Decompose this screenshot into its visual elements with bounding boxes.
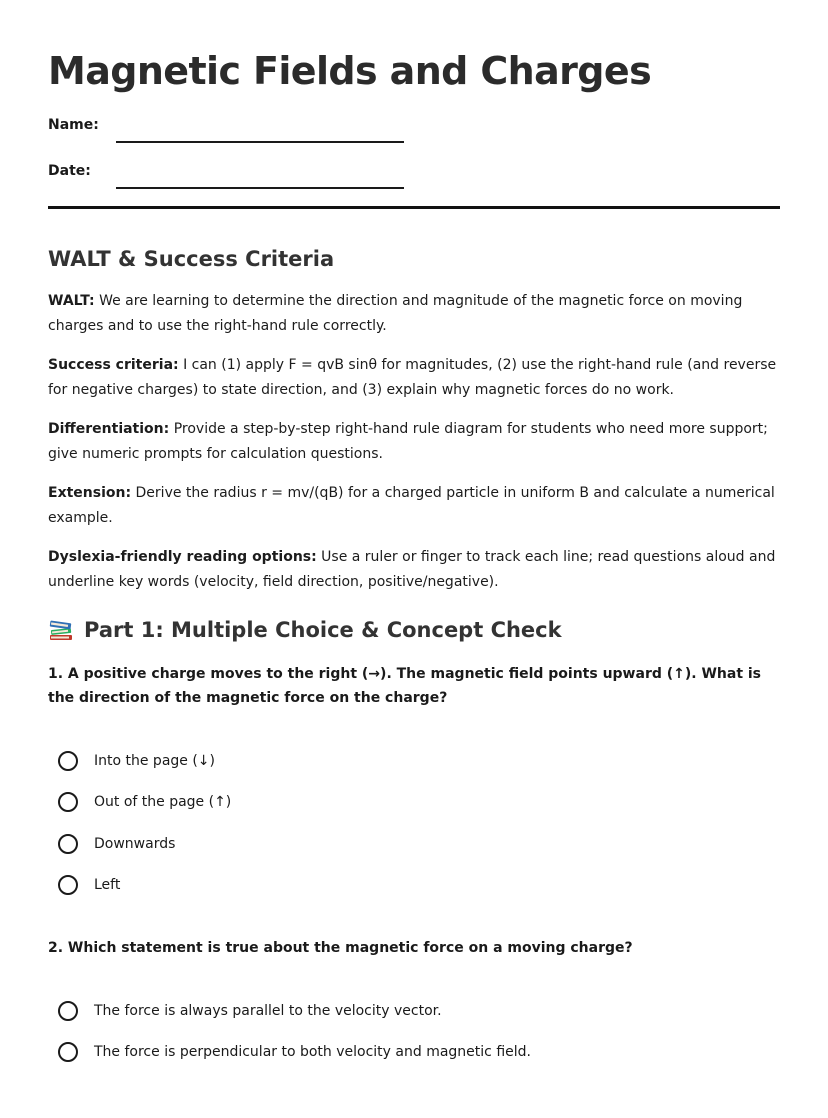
part1-heading-row: [48, 616, 780, 644]
question-1: [48, 662, 780, 906]
option-label[interactable]: Into the page (↓): [94, 752, 216, 769]
worksheet-title: Magnetic Fields and Charges: [48, 49, 652, 93]
option-label[interactable]: Left: [94, 877, 121, 894]
radio-button[interactable]: [58, 1001, 78, 1021]
q1-option-into-page[interactable]: [58, 740, 780, 782]
date-field-row: [48, 160, 780, 186]
success-criteria-label: Success criteria:: [48, 357, 179, 373]
extension-text: Derive the radius r = mv/(qB) for a charged particle in uniform B and calculate a numerical example.: [48, 485, 775, 526]
success-criteria-text: I can (1) apply F = qvB sinθ for magnitudes, (2) use the right-hand rule (and reverse for negative charges) to state direction, and (3) explain why magnetic forces do no work.: [48, 357, 777, 398]
radio-button[interactable]: [58, 751, 78, 771]
books-icon: [48, 618, 74, 642]
q1-option-downwards[interactable]: [58, 823, 780, 865]
radio-button[interactable]: [58, 875, 78, 895]
extension-label: Extension:: [48, 485, 132, 501]
question-1-options: [58, 740, 780, 906]
question-1-text: 1. A positive charge moves to the right (→). The magnetic field points upward (↑). What is the direction of the magnetic force on the charge?: [48, 666, 762, 706]
extension-paragraph: [48, 481, 780, 530]
option-label[interactable]: The force is perpendicular to both velocity and magnetic field.: [94, 1044, 531, 1061]
date-label: Date:: [48, 163, 91, 179]
walt-paragraph: [48, 289, 780, 338]
dyslexia-label: Dyslexia-friendly reading options:: [48, 549, 317, 565]
differentiation-paragraph: [48, 417, 780, 466]
name-label: Name:: [48, 117, 99, 133]
q2-option-perpendicular[interactable]: [58, 1032, 780, 1074]
q1-option-out-of-page[interactable]: [58, 782, 780, 824]
success-criteria-paragraph: [48, 353, 780, 402]
name-field-row: [48, 114, 780, 140]
radio-button[interactable]: [58, 834, 78, 854]
option-label[interactable]: Downwards: [94, 835, 176, 852]
walt-label: WALT:: [48, 293, 95, 309]
question-2-options: [58, 990, 780, 1073]
option-label[interactable]: The force is always parallel to the velocity vector.: [94, 1002, 442, 1019]
differentiation-label: Differentiation:: [48, 421, 170, 437]
question-2: [48, 936, 780, 1073]
part1-heading: Part 1: Multiple Choice & Concept Check: [84, 618, 562, 642]
name-line[interactable]: [116, 141, 404, 143]
radio-button[interactable]: [58, 792, 78, 812]
option-label[interactable]: Out of the page (↑): [94, 794, 232, 811]
q2-option-parallel[interactable]: [58, 990, 780, 1032]
walt-heading: WALT & Success Criteria: [48, 247, 335, 271]
radio-button[interactable]: [58, 1042, 78, 1062]
date-line[interactable]: [116, 187, 404, 189]
differentiation-text: Provide a step-by-step right-hand rule diagram for students who need more support; give numeric prompts for calculation questions.: [48, 421, 768, 462]
walt-text: We are learning to determine the direction and magnitude of the magnetic force on moving charges and to use the right-hand rule correctly.: [48, 293, 743, 334]
header-divider: [48, 206, 780, 209]
dyslexia-paragraph: [48, 545, 780, 594]
dyslexia-text: Use a ruler or finger to track each line; read questions aloud and underline key words (velocity, field direction, positive/negative).: [48, 549, 776, 590]
q1-option-left[interactable]: [58, 865, 780, 907]
question-2-text: 2. Which statement is true about the magnetic force on a moving charge?: [48, 940, 633, 956]
